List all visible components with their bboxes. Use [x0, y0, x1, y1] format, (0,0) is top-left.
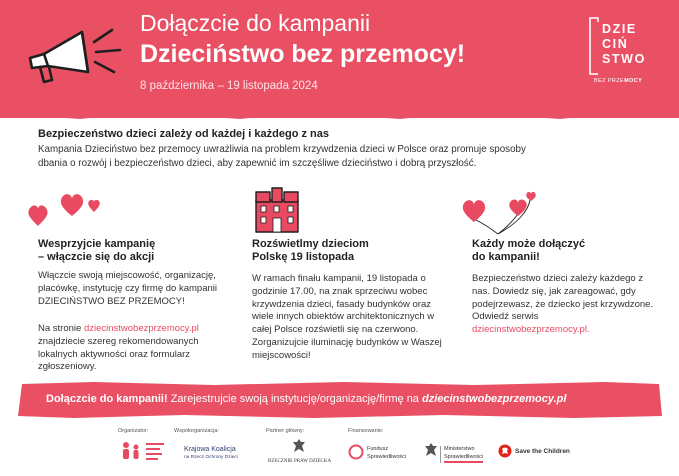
title-line1: Dołączcie do kampanii — [140, 10, 371, 36]
title-line2: Dzieciństwo bez przemocy! — [140, 40, 466, 68]
ministry-emblem-icon — [424, 442, 438, 458]
intro-text: Kampania Dzieciństwo bez przemocy uwrażliwia na problem krzywdzenia dzieci w Polsce oraz promuje sposoby dbania o rozwój i bezpieczeństwo dzieci, aby zapewnić im szczęśliwe dzieciństwo i dobrą przyszłość. — [38, 144, 526, 169]
megaphone-icon — [22, 14, 132, 94]
col1-para1: Włączcie swoją miejscowość, organizację, placówkę, instytucję czy firmę do kampanii DZIECIŃSTWO BEZ PRZEMOCY! — [38, 270, 217, 307]
heart-balloons-icon — [456, 190, 546, 236]
coorganizer-name: Krajowa Koalicja na Rzecz Ochrony Dzieci — [184, 446, 238, 460]
intro-heading: Bezpieczeństwo dzieci zależy od każdej i każdego z nas — [38, 128, 329, 140]
logo-letters: DZIE CIŃ STWO — [602, 22, 646, 66]
save-the-children-logo-icon — [498, 444, 512, 458]
col2-heading: Rozświetlmy dzieciom Polskę 19 listopada — [252, 238, 369, 263]
campaign-link[interactable]: dziecinstwobezprzemocy.pl — [83, 323, 199, 334]
torn-paper-edge — [0, 104, 679, 126]
campaign-link-2[interactable]: dziecinstwobezprzemocy.pl. — [472, 324, 590, 336]
col3-para1: Bezpieczeństwo dzieci zależy każdego z nas. Dowiedz się, jak zareagować, gdy podejrzewasz, że dziecko jest krzywdzone. Odwiedź serwis dziecinstwobezprzemocy.pl. — [472, 273, 654, 336]
hearts-icon — [26, 188, 106, 234]
col2-para1: W ramach finału kampanii, 19 listopada o godzinie 17.00, na znak sprzeciwu wobec krzywdzenia dzieci, fasady budynków oraz wiele innych obiektów architektonicznych w całej Polsce rozświetli się na czerwono. Zorganizujcie iluminację budynków w Waszej miejscowości! — [252, 273, 442, 361]
fund-name: Fundusz Sprawiedliwości — [367, 446, 407, 460]
organizer-label: Organizator: — [118, 428, 149, 434]
fund-logo-icon — [348, 444, 364, 460]
eagle-emblem-icon — [292, 438, 306, 454]
campaign-dates: 8 października – 19 listopada 2024 — [140, 80, 318, 92]
save-the-children-name: Save the Children — [515, 448, 570, 455]
coorganizer-label: Współorganizacja: — [174, 428, 219, 434]
building-icon — [252, 186, 302, 234]
col3-heading: Każdy może dołączyć do kampanii! — [472, 238, 586, 263]
campaign-logo — [588, 16, 660, 88]
cta-link[interactable]: dziecinstwobezprzemocy.pl — [421, 393, 567, 405]
col1-heading: Wesprzyjcie kampanię – włączcie się do akcji — [38, 238, 156, 263]
main-partner-name: RZECZNIK PRAW DZIECKA — [268, 459, 332, 464]
funding-label: Finansowanie: — [348, 428, 384, 434]
cta-text: Dołączcie do kampanii! Zarejestrujcie swoją instytucję/organizację/firmę na dziecinstwobezprzemocy.pl — [46, 393, 567, 405]
ministry-name: Ministerstwo Sprawiedliwości — [440, 446, 483, 463]
logo-foot: BEZ PRZEMOCY — [594, 78, 643, 84]
organizer-logo-icon — [118, 440, 166, 466]
main-partner-label: Partner główny: — [266, 428, 305, 434]
col1-para2: Na stronie dziecinstwobezprzemocy.pl znajdziecie szereg rekomendowanych lokalnych aktywności oraz formularz zgłoszeniowy. — [38, 323, 199, 373]
